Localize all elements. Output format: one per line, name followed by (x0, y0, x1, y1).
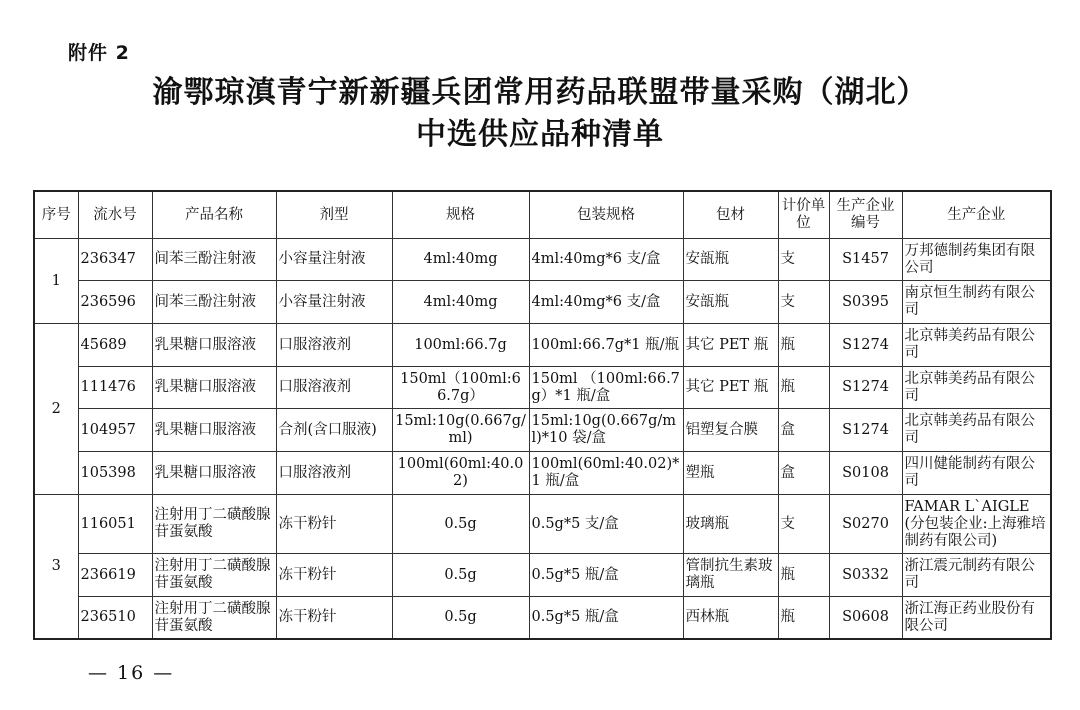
document-title: 渝鄂琼滇青宁新新疆兵团常用药品联盟带量采购（湖北） (152, 75, 928, 110)
material-cell: 铝塑复合膜 (683, 409, 778, 452)
table-row (34, 495, 1051, 554)
unit-cell: 支 (778, 239, 829, 281)
serial-cell: 104957 (78, 409, 152, 452)
maker-code-cell: S1457 (829, 239, 902, 281)
serial-cell: 236619 (78, 554, 152, 597)
maker-cell: 北京韩美药品有限公司 (902, 324, 1051, 367)
product-cell: 间苯三酚注射液 (152, 281, 276, 324)
maker-cell: 四川健能制药有限公司 (902, 452, 1051, 495)
material-cell: 其它 PET 瓶 (683, 367, 778, 409)
col-maker-code: 生产企业编号 (829, 191, 902, 239)
dosage-form-cell: 合剂(含口服液) (276, 409, 392, 452)
spec-cell: 0.5g (392, 554, 529, 597)
col-package-spec: 包装规格 (529, 191, 683, 239)
material-cell: 西林瓶 (683, 597, 778, 640)
package-spec-cell: 4ml:40mg*6 支/盒 (529, 239, 683, 281)
serial-cell: 45689 (78, 324, 152, 367)
serial-cell: 236347 (78, 239, 152, 281)
col-maker: 生产企业 (902, 191, 1051, 239)
product-cell: 间苯三酚注射液 (152, 239, 276, 281)
unit-cell: 瓶 (778, 367, 829, 409)
material-cell: 其它 PET 瓶 (683, 324, 778, 367)
package-spec-cell: 100ml:66.7g*1 瓶/瓶 (529, 324, 683, 367)
table-row (34, 597, 1051, 640)
col-unit: 计价单位 (778, 191, 829, 239)
dosage-form-cell: 小容量注射液 (276, 281, 392, 324)
maker-cell: 南京恒生制药有限公司 (902, 281, 1051, 324)
maker-cell: 北京韩美药品有限公司 (902, 409, 1051, 452)
col-dosage-form: 剂型 (276, 191, 392, 239)
material-cell: 管制抗生素玻璃瓶 (683, 554, 778, 597)
unit-cell: 盒 (778, 452, 829, 495)
col-material: 包材 (683, 191, 778, 239)
supply-list-table (33, 190, 1052, 640)
package-spec-cell: 150ml （100ml:66.7g）*1 瓶/盒 (529, 367, 683, 409)
unit-cell: 瓶 (778, 324, 829, 367)
package-spec-cell: 4ml:40mg*6 支/盒 (529, 281, 683, 324)
unit-cell: 支 (778, 495, 829, 554)
spec-cell: 0.5g (392, 597, 529, 640)
maker-code-cell: S0608 (829, 597, 902, 640)
seq-cell: 2 (34, 324, 78, 495)
col-serial: 流水号 (78, 191, 152, 239)
maker-code-cell: S0395 (829, 281, 902, 324)
spec-cell: 4ml:40mg (392, 239, 529, 281)
dosage-form-cell: 冻干粉针 (276, 597, 392, 640)
table-row (34, 452, 1051, 495)
maker-code-cell: S1274 (829, 324, 902, 367)
table-row (34, 367, 1051, 409)
package-spec-cell: 0.5g*5 瓶/盒 (529, 554, 683, 597)
spec-cell: 15ml:10g(0.667g/ml) (392, 409, 529, 452)
spec-cell: 4ml:40mg (392, 281, 529, 324)
spec-cell: 100ml:66.7g (392, 324, 529, 367)
table-row (34, 281, 1051, 324)
seq-cell: 3 (34, 495, 78, 640)
dosage-form-cell: 口服溶液剂 (276, 324, 392, 367)
dosage-form-cell: 口服溶液剂 (276, 367, 392, 409)
table-row (34, 409, 1051, 452)
col-seq: 序号 (34, 191, 78, 239)
dosage-form-cell: 冻干粉针 (276, 554, 392, 597)
table-header-row (34, 191, 1051, 239)
serial-cell: 236596 (78, 281, 152, 324)
unit-cell: 支 (778, 281, 829, 324)
material-cell: 玻璃瓶 (683, 495, 778, 554)
maker-cell: 万邦德制药集团有限公司 (902, 239, 1051, 281)
product-cell: 乳果糖口服溶液 (152, 409, 276, 452)
seq-cell: 1 (34, 239, 78, 324)
product-cell: 乳果糖口服溶液 (152, 324, 276, 367)
unit-cell: 瓶 (778, 597, 829, 640)
col-spec: 规格 (392, 191, 529, 239)
spec-cell: 100ml(60ml:40.02) (392, 452, 529, 495)
serial-cell: 105398 (78, 452, 152, 495)
unit-cell: 瓶 (778, 554, 829, 597)
material-cell: 塑瓶 (683, 452, 778, 495)
product-cell: 注射用丁二磺酸腺苷蛋氨酸 (152, 495, 276, 554)
attachment-label: 附件 2 (68, 42, 130, 64)
maker-code-cell: S0332 (829, 554, 902, 597)
table-row (34, 239, 1051, 281)
package-spec-cell: 100ml(60ml:40.02)*1 瓶/盒 (529, 452, 683, 495)
unit-cell: 盒 (778, 409, 829, 452)
product-cell: 注射用丁二磺酸腺苷蛋氨酸 (152, 554, 276, 597)
maker-code-cell: S1274 (829, 409, 902, 452)
page-number: — 16 — (88, 662, 175, 684)
dosage-form-cell: 小容量注射液 (276, 239, 392, 281)
serial-cell: 116051 (78, 495, 152, 554)
material-cell: 安瓿瓶 (683, 239, 778, 281)
package-spec-cell: 0.5g*5 支/盒 (529, 495, 683, 554)
product-cell: 乳果糖口服溶液 (152, 367, 276, 409)
product-cell: 注射用丁二磺酸腺苷蛋氨酸 (152, 597, 276, 640)
serial-cell: 111476 (78, 367, 152, 409)
col-product: 产品名称 (152, 191, 276, 239)
package-spec-cell: 15ml:10g(0.667g/ml)*10 袋/盒 (529, 409, 683, 452)
material-cell: 安瓿瓶 (683, 281, 778, 324)
maker-code-cell: S1274 (829, 367, 902, 409)
maker-cell: 浙江海正药业股份有限公司 (902, 597, 1051, 640)
maker-cell: 北京韩美药品有限公司 (902, 367, 1051, 409)
product-cell: 乳果糖口服溶液 (152, 452, 276, 495)
serial-cell: 236510 (78, 597, 152, 640)
package-spec-cell: 0.5g*5 瓶/盒 (529, 597, 683, 640)
spec-cell: 150ml（100ml:66.7g） (392, 367, 529, 409)
dosage-form-cell: 口服溶液剂 (276, 452, 392, 495)
table-row (34, 324, 1051, 367)
spec-cell: 0.5g (392, 495, 529, 554)
maker-cell: FAMAR L`AIGLE (分包装企业:上海雅培制药有限公司) (902, 495, 1051, 554)
maker-cell: 浙江震元制药有限公司 (902, 554, 1051, 597)
table-row (34, 554, 1051, 597)
maker-code-cell: S0270 (829, 495, 902, 554)
document-subtitle: 中选供应品种清单 (416, 117, 664, 152)
maker-code-cell: S0108 (829, 452, 902, 495)
dosage-form-cell: 冻干粉针 (276, 495, 392, 554)
